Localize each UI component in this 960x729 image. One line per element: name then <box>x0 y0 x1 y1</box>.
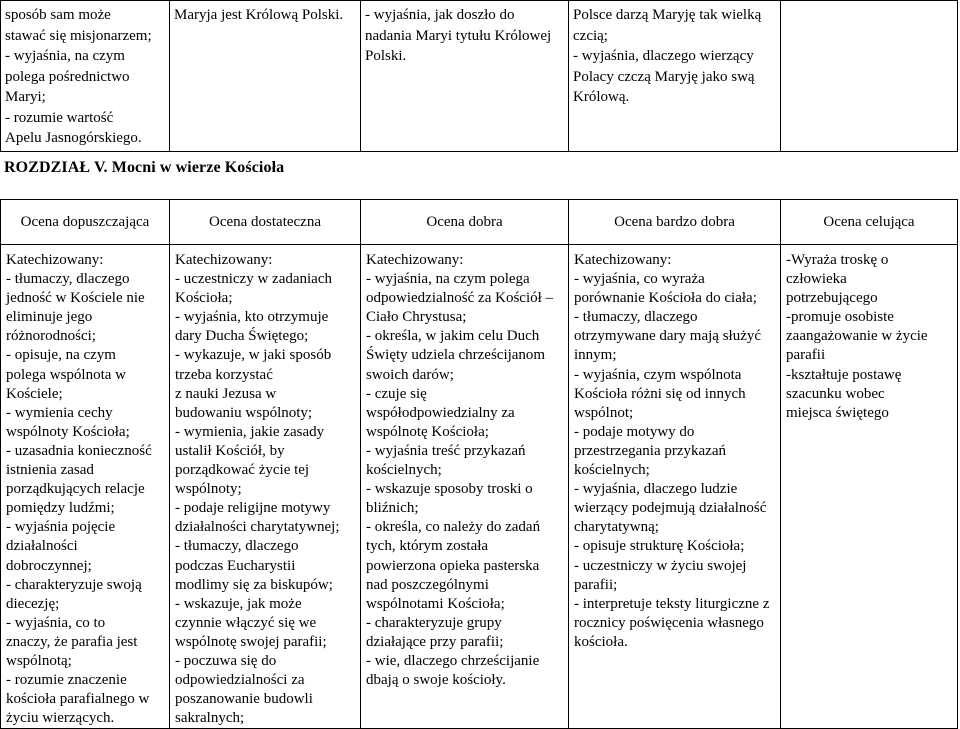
text-line: Katechizowany: <box>6 252 104 268</box>
header-celujaca: Ocena celująca <box>781 200 958 245</box>
text-line: - wyjaśnia pojęcie <box>6 519 116 536</box>
text-line: - wie, dlaczego chrześcijanie <box>366 652 540 669</box>
text-line: nad poszczególnymi <box>366 576 489 593</box>
text-line: - opisuje, na czym <box>6 347 116 364</box>
text-line: trzeba korzystać <box>175 366 273 383</box>
text-line: Katechizowany: <box>366 252 464 268</box>
text-line: - rozumie znaczenie <box>6 672 127 689</box>
text-line: - wyjaśnia, jak doszło do <box>365 7 515 23</box>
text-line: - wskazuje sposoby troski o <box>366 481 533 498</box>
text-line: czynnie włączyć się we <box>175 614 317 631</box>
text-line: sakralnych; <box>175 710 245 727</box>
text-line: parafii; <box>574 576 618 593</box>
text-line: odpowiedzialności za <box>175 672 305 689</box>
table-row <box>1 1 958 152</box>
text-line: - poczuwa się do <box>175 652 277 669</box>
text-line: wierzący podejmują działalność <box>574 500 767 517</box>
text-line: - wskazuje, jak może <box>175 595 302 612</box>
text-line: Katechizowany: <box>574 252 672 268</box>
requirements-bardzo-dobra <box>569 245 781 729</box>
text-line: - wyjaśnia, kto otrzymuje <box>175 309 329 326</box>
text-line: kościelnych; <box>574 462 650 479</box>
text-line: kościoła. <box>574 633 628 650</box>
text-line: modlimy się za biskupów; <box>175 576 333 593</box>
text-line: Maryja jest Królową Polski. <box>174 7 344 23</box>
text-line: wspólnotami Kościoła; <box>366 595 505 612</box>
header-dobra: Ocena dobra <box>361 200 569 245</box>
text-line: - uczestniczy w życiu swojej <box>574 557 747 574</box>
text-line: - wyjaśnia, dlaczego wierzący <box>573 48 754 64</box>
text-line: Polsce darzą Maryję tak wielką <box>573 7 762 23</box>
text-line: - wyjaśnia treść przykazań <box>366 442 526 459</box>
text-line: - uzasadnia konieczność <box>6 442 152 459</box>
text-line: swoich darów; <box>366 366 454 383</box>
text-line: powierzona opieka pasterska <box>366 557 540 574</box>
text-line: ustalił Kościół, by <box>175 442 285 459</box>
text-line: Maryi; <box>5 89 46 105</box>
text-line: -Wyraża troskę o <box>786 252 889 268</box>
text-line: - wyjaśnia, co to <box>6 614 106 631</box>
requirements-dopuszczajaca <box>1 245 170 729</box>
text-line: -promuje osobiste <box>786 309 894 326</box>
text-line: - podaje motywy do <box>574 423 695 440</box>
text-line: miejsca świętego <box>786 404 889 421</box>
text-line: innym; <box>574 347 617 364</box>
text-line: Polacy czczą Maryję jako swą <box>573 68 755 85</box>
text-line: charytatywną; <box>574 519 659 536</box>
text-line: poszanowanie budowli <box>175 691 313 708</box>
top-cell-1 <box>1 1 170 152</box>
text-line: Apelu Jasnogórskiego. <box>5 130 142 146</box>
header-dopuszczajaca: Ocena dopuszczająca <box>1 200 170 245</box>
text-line: - wymienia, jakie zasady <box>175 423 325 440</box>
text-line: czcią; <box>573 27 608 44</box>
top-cell-4 <box>569 1 781 152</box>
text-line: wspólnotę swojej parafii; <box>175 633 327 650</box>
text-line: wspólnot; <box>574 404 634 421</box>
text-line: diecezję; <box>6 595 60 612</box>
text-line: zaangażowanie w życie <box>786 328 928 345</box>
text-line: Kościele; <box>6 385 63 402</box>
top-continuation-table <box>0 0 958 152</box>
text-line: przestrzegania przykazań <box>574 442 726 459</box>
text-line: - interpretuje teksty liturgiczne z <box>574 595 770 612</box>
table-row <box>1 245 958 729</box>
text-line: różnorodności; <box>6 328 96 345</box>
chapter-heading: ROZDZIAŁ V. Mocni w wierze Kościoła <box>4 159 285 176</box>
text-line: działalności <box>6 538 78 555</box>
text-line: dobroczynnej; <box>6 557 92 574</box>
text-line: budowaniu wspólnoty; <box>175 404 313 421</box>
text-line: Ciało Chrystusa; <box>366 309 467 326</box>
requirements-dostateczna <box>170 245 361 729</box>
text-line: - czuje się <box>366 385 427 402</box>
header-bardzo-dobra: Ocena bardzo dobra <box>569 200 781 245</box>
text-line: porządkujących relacje <box>6 481 145 498</box>
header-row <box>1 200 958 245</box>
text-line: otrzymywane dary mają służyć <box>574 328 762 345</box>
text-line: - rozumie wartość <box>5 109 114 126</box>
text-line: - uczestniczy w zadaniach <box>175 271 332 288</box>
top-cell-3 <box>361 1 569 152</box>
text-line: Katechizowany: <box>175 252 273 268</box>
text-line: z nauki Jezusa w <box>175 385 277 402</box>
text-line: istnienia zasad <box>6 462 94 479</box>
text-line: tych, którym została <box>366 538 489 555</box>
text-line: parafii <box>786 347 826 364</box>
text-line: odpowiedzialność za Kościół – <box>366 290 554 307</box>
text-line: - tłumaczy, dlaczego <box>574 309 698 326</box>
text-line: - tłumaczy, dlaczego <box>175 538 299 555</box>
text-line: polega wspólnota w <box>6 366 126 383</box>
text-line: - podaje religijne motywy <box>175 500 331 517</box>
text-line: życiu wierzących. <box>6 710 115 727</box>
text-line: działające przy parafii; <box>366 633 504 650</box>
text-line: współodpowiedzialny za <box>366 404 515 421</box>
text-line: działalności charytatywnej; <box>175 519 340 536</box>
text-line: człowieka <box>786 271 847 288</box>
text-line: - określa, w jakim celu Duch <box>366 328 540 345</box>
text-line: Kościoła; <box>175 290 233 307</box>
text-line: Kościoła różni się od innych <box>574 385 746 402</box>
text-line: - wyjaśnia, dlaczego ludzie <box>574 481 738 498</box>
text-line: - wykazuje, w jaki sposób <box>175 347 332 364</box>
text-line: porównanie Kościoła do ciała; <box>574 290 757 307</box>
top-cell-5 <box>781 1 958 152</box>
text-line: dbają o swoje kościoły. <box>366 672 506 689</box>
text-line: bliźnich; <box>366 500 419 517</box>
text-line: - wyjaśnia, co wyraża <box>574 271 705 288</box>
text-line: rocznicy poświęcenia własnego <box>574 614 764 631</box>
grading-table <box>0 199 958 729</box>
text-line: jedność w Kościele nie <box>6 290 145 307</box>
text-line: - wyjaśnia, czym wspólnota <box>574 366 742 383</box>
text-line: - wyjaśnia, na czym <box>5 48 125 64</box>
text-line: wspólnotę Kościoła; <box>366 423 489 440</box>
text-line: podczas Eucharystii <box>175 557 296 574</box>
top-cell-2 <box>170 1 361 152</box>
text-line: - wymienia cechy <box>6 404 113 421</box>
text-line: nadania Maryi tytułu Królowej <box>365 27 552 44</box>
text-line: szacunku wobec <box>786 385 885 402</box>
text-line: potrzebującego <box>786 290 878 307</box>
requirements-dobra <box>361 245 569 729</box>
text-line: wspólnoty Kościoła; <box>6 423 130 440</box>
text-line: - tłumaczy, dlaczego <box>6 271 130 288</box>
text-line: stawać się misjonarzem; <box>5 27 152 44</box>
text-line: znaczy, że parafia jest <box>6 633 138 650</box>
text-line: kościelnych; <box>366 462 442 479</box>
text-line: dary Ducha Świętego; <box>175 328 309 345</box>
requirements-celujaca <box>781 245 958 729</box>
text-line: wspólnoty; <box>175 481 242 498</box>
text-line: - wyjaśnia, na czym polega <box>366 271 530 288</box>
header-dostateczna: Ocena dostateczna <box>170 200 361 245</box>
text-line: - opisuje strukturę Kościoła; <box>574 538 745 555</box>
text-line: polega pośrednictwo <box>5 68 130 85</box>
text-line: kościoła parafialnego w <box>6 691 150 708</box>
text-line: wspólnotą; <box>6 652 72 669</box>
text-line: eliminuje jego <box>6 309 93 326</box>
text-line: pomiędzy ludźmi; <box>6 500 115 517</box>
text-line: Święty udziela chrześcijanom <box>366 347 546 364</box>
text-line: porządkować życie tej <box>175 462 310 479</box>
text-line: Polski. <box>365 48 407 64</box>
text-line: -kształtuje postawę <box>786 366 902 383</box>
text-line: Królową. <box>573 89 630 105</box>
text-line: - określa, co należy do zadań <box>366 519 541 536</box>
text-line: sposób sam może <box>5 7 111 23</box>
text-line: - charakteryzuje grupy <box>366 614 502 631</box>
text-line: - charakteryzuje swoją <box>6 576 142 593</box>
